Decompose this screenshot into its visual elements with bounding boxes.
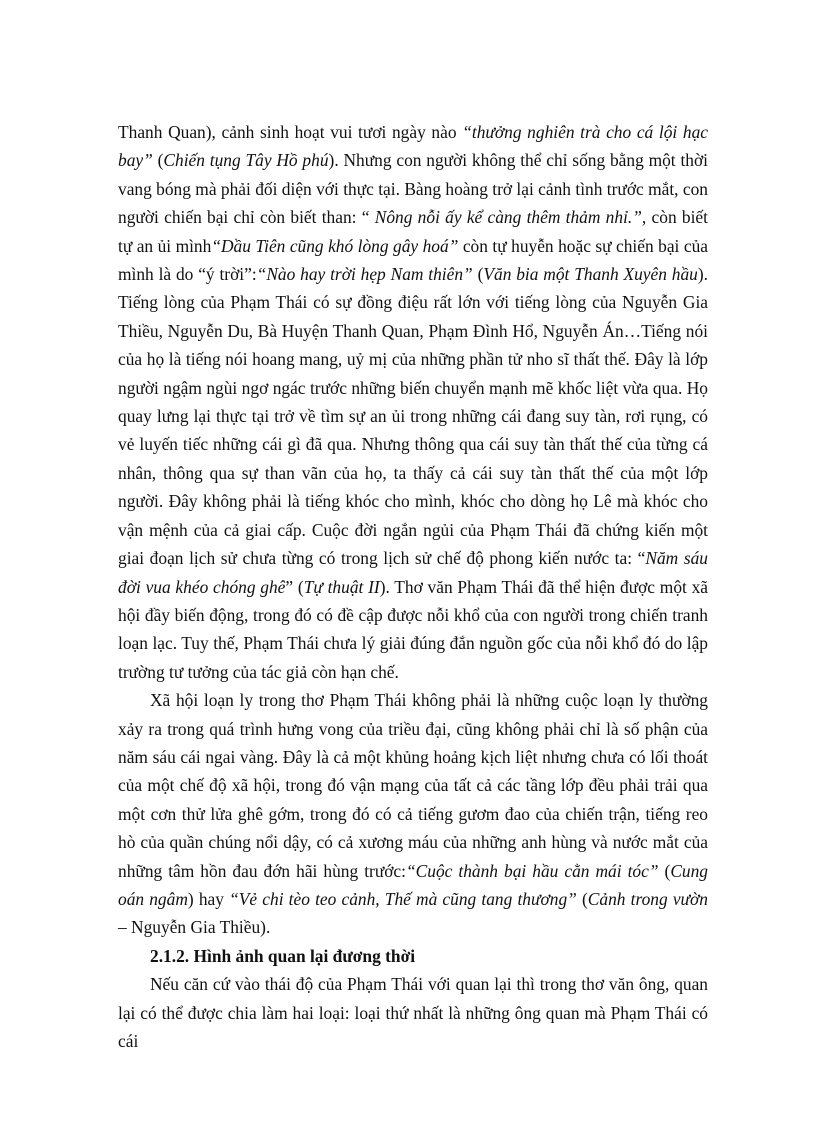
italic-text-span: “Vẻ chi tèo teo cảnh, Thế mà cũng tang thương” (229, 888, 577, 909)
italic-text-span: “Cuộc thành bại hầu cằn mái tóc” (406, 860, 659, 881)
text-span: ). Nhưng con người không thể chỉ sống bằng một thời vang bóng mà phải đối diện với thực tại. Bàng hoàng trở lại cảnh tình trước mắt, con người chiến bại chỉ còn biết than: “ (118, 150, 709, 228)
text-span: Thanh Quan), cảnh sinh hoạt vui tươi ngày nào (118, 122, 463, 142)
italic-text-span: Tự thuật II (303, 576, 380, 597)
italic-text-span: Chiến tụng Tây Hồ phú (163, 150, 329, 171)
text-span: ) hay (187, 888, 230, 909)
italic-text-span: “Nào hay trời hẹp Nam thiên” (256, 264, 473, 285)
italic-text-span: Văn bia một Thanh Xuyên hầu (483, 264, 698, 285)
paragraph-2 (118, 686, 708, 942)
paragraph-1 (118, 118, 708, 686)
italic-text-span: “thưởng nghiên trà cho cá lội hạc bay” (118, 122, 709, 171)
text-span: ” ( (285, 576, 304, 597)
section-heading: 2.1.2. Hình ảnh quan lại đương thời (150, 945, 416, 966)
text-span: ( (152, 150, 164, 171)
text-span: ( (472, 264, 484, 285)
paragraph-3 (118, 970, 708, 1055)
text-span: còn tự huyễn hoặc sự chiến bại của mình là do “ý trời”: (118, 235, 708, 285)
document-page (118, 118, 708, 1055)
italic-text-span: Cung oán ngâm (118, 860, 708, 909)
text-span: Xã hội loạn ly trong thơ Phạm Thái không phải là những cuộc loạn ly thường xảy ra trong quá trình hưng vong của triều đại, cũng không phải chỉ là số phận của năm sáu cái ngai vàng. Đây là cả một khủng hoảng kịch liệt nhưng chưa có lối thoát của một chế độ xã hội, trong đó vận mạng của tất cả các tầng lớp đều phải trải qua một cơn thử lửa ghê gớm, trong đó có cả tiếng gươm đao của chiến trận, tiếng reo hò của quần chúng nổi dậy, có cả xương máu của những anh hùng và nước mắt của những tâm hồn đau đớn hãi hùng trước: (118, 690, 708, 881)
italic-text-span: Cảnh trong vườn (587, 888, 708, 909)
text-span: còn biết tự an ủi mình (118, 207, 708, 256)
text-span: ). Tiếng lòng của Phạm Thái có sự đồng điệu rất lớn với tiếng lòng của Nguyễn Gia Thiều, Nguyễn Du, Bà Huyện Thanh Quan, Phạm Đình Hổ, Nguyễn Án…Tiếng nói của họ là tiếng nói hoang mang, uỷ mị của những phần tử nho sĩ thất thế. Đây là lớp người ngậm ngùi ngơ ngác trước những biến chuyển mạnh mẽ khốc liệt vừa qua. Họ quay lưng lại thực tại trở về tìm sự an ủi trong những cái đang suy tàn, rơi rụng, có vẻ luyến tiếc những cái gì đã qua. Nhưng thông qua cái suy tàn thất thế của từng cá nhân, thông qua sự than vãn của họ, ta thấy cả cái suy tàn thất thế của một lớp người. Đây không phải là tiếng khóc cho mình, khóc cho dòng họ Lê mà khóc cho vận mệnh của cả giai cấp. Cuộc đời ngắn ngủi của Phạm Thái đã chứng kiến một giai đoạn lịch sử chưa từng có trong lịch sử chế độ phong kiến nước ta: “ (118, 264, 709, 569)
italic-text-span: “Dầu Tiên cũng khó lòng gây hoá” (211, 235, 459, 256)
text-span: ). Thơ văn Phạm Thái đã thể hiện được một xã hội đầy biến động, trong đó có đề cập được nỗi khổ của con người trong chiến tranh loạn lạc. Tuy thế, Phạm Thái chưa lý giải đúng đắn nguồn gốc của nỗi khổ đó do lập trường tư tưởng của tác giả còn hạn chế. (118, 576, 709, 682)
text-span: Nếu căn cứ vào thái độ của Phạm Thái với quan lại thì trong thơ văn ông, quan lại có thể được chia làm hai loại: loại thứ nhất là những ông quan mà Phạm Thái có cái (118, 974, 708, 1051)
italic-text-span: Nông nỗi ấy kể càng thêm thảm nhỉ.”, (374, 207, 647, 228)
italic-text-span: Năm sáu đời vua khéo chóng ghê (118, 548, 708, 597)
text-span: ( (576, 888, 588, 909)
text-span: ( (658, 860, 671, 881)
text-span: – Nguyễn Gia Thiều). (118, 917, 271, 938)
